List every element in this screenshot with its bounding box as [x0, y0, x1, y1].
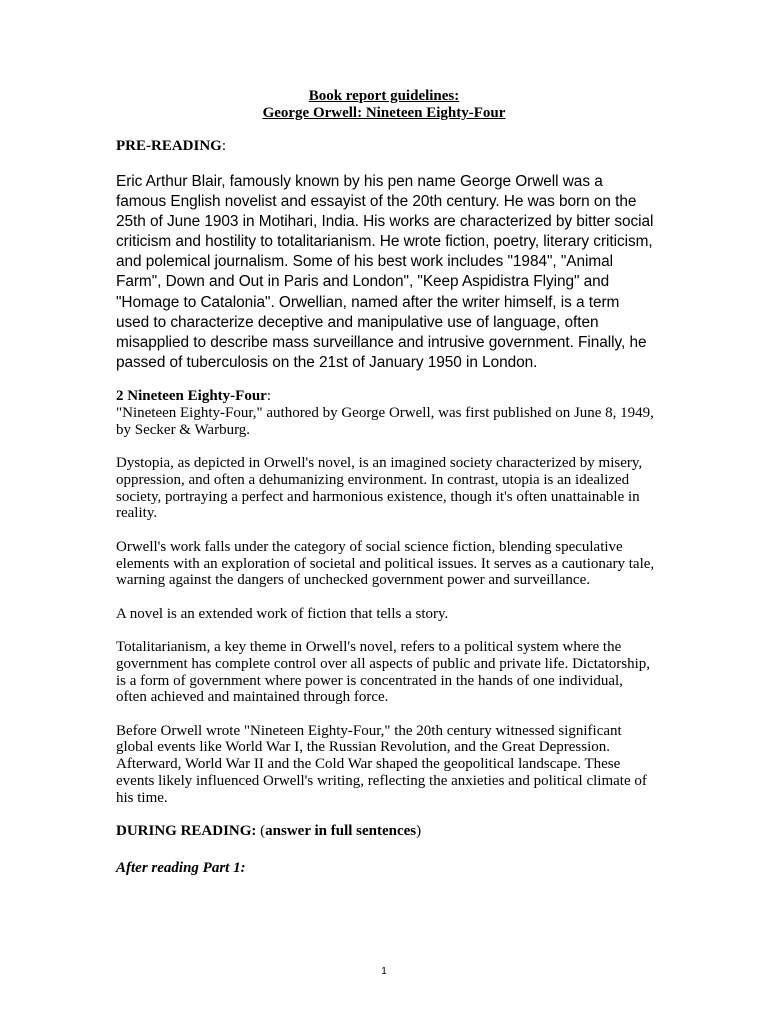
genre-paragraph: Orwell's work falls under the category of social science fiction, blending speculative elements with an exploration of societal and political issues. It serves as a cautionary tale, warning against the dangers of unchecked government power and surveillance.: [116, 538, 655, 589]
pre-reading-heading-colon: :: [221, 138, 227, 154]
title-line-guidelines: Book report guidelines:: [308, 88, 460, 104]
section-2-heading: [116, 388, 656, 405]
after-part-1-heading: After reading Part 1:: [116, 860, 246, 877]
during-reading-note-close: ): [416, 823, 422, 840]
title-line-book: George Orwell: Nineteen Eighty-Four: [262, 105, 506, 121]
author-biography: Eric Arthur Blair, famously known by his pen name George Orwell was a famous English novelist and essayist of the 20th century. He was born on the 25th of June 1903 in Motihari, India. His works are characterized by bitter social criticism and hostility to totalitarianism. He wrote fiction, poetry, literary criticism, and polemical journalism. Some of his best work includes "1984", "Animal Farm", Down and Out in Paris and London", "Keep Aspidistra Flying" and "Homage to Catalonia". Orwellian, named after the writer himself, is a term used to characterize deceptive and manipulative use of language, often misapplied to describe mass surveillance and intrusive government. Finally, he passed of tuberculosis on the 21st of January 1950 in London.: [116, 173, 654, 371]
page-number: 1: [381, 966, 387, 977]
section-2-heading-text: 2 Nineteen Eighty-Four: [116, 387, 267, 404]
during-reading-heading-text: DURING READING:: [116, 823, 257, 840]
during-reading-note: answer in full sentences: [265, 823, 417, 840]
document-body: [116, 138, 656, 877]
during-reading-note-open: (: [256, 823, 266, 840]
dystopia-paragraph: Dystopia, as depicted in Orwell's novel, is an imagined society characterized by misery, oppression, and often a dehumanizing environment. In contrast, utopia is an idealized society, portraying a perfect and harmonious existence, though it's often unattainable in reality.: [116, 455, 643, 522]
historical-context-paragraph: Before Orwell wrote "Nineteen Eighty-Four," the 20th century witnessed significant global events like World War I, the Russian Revolution, and the Great Depression. Afterward, World War II and the Cold War shaped the geopolitical landscape. These events likely influenced Orwell's writing, reflecting the anxieties and political climate of his time.: [116, 722, 647, 806]
totalitarianism-paragraph: Totalitarianism, a key theme in Orwell's novel, refers to a political system where the government has complete control over all aspects of public and private life. Dictatorship, is a form of government where power is concentrated in the hands of one individual, often achieved and maintained through force.: [116, 638, 650, 706]
publication-paragraph: "Nineteen Eighty-Four," authored by George Orwell, was first published on June 8, 1949, by Secker & Warburg.: [116, 404, 654, 438]
novel-definition-paragraph: A novel is an extended work of fiction that tells a story.: [116, 605, 449, 622]
during-reading-heading: [116, 823, 656, 840]
pre-reading-heading-text: PRE-READING: [116, 138, 222, 154]
document-title: [0, 88, 768, 122]
section-2-heading-colon: :: [266, 387, 271, 404]
pre-reading-heading: [116, 138, 656, 155]
